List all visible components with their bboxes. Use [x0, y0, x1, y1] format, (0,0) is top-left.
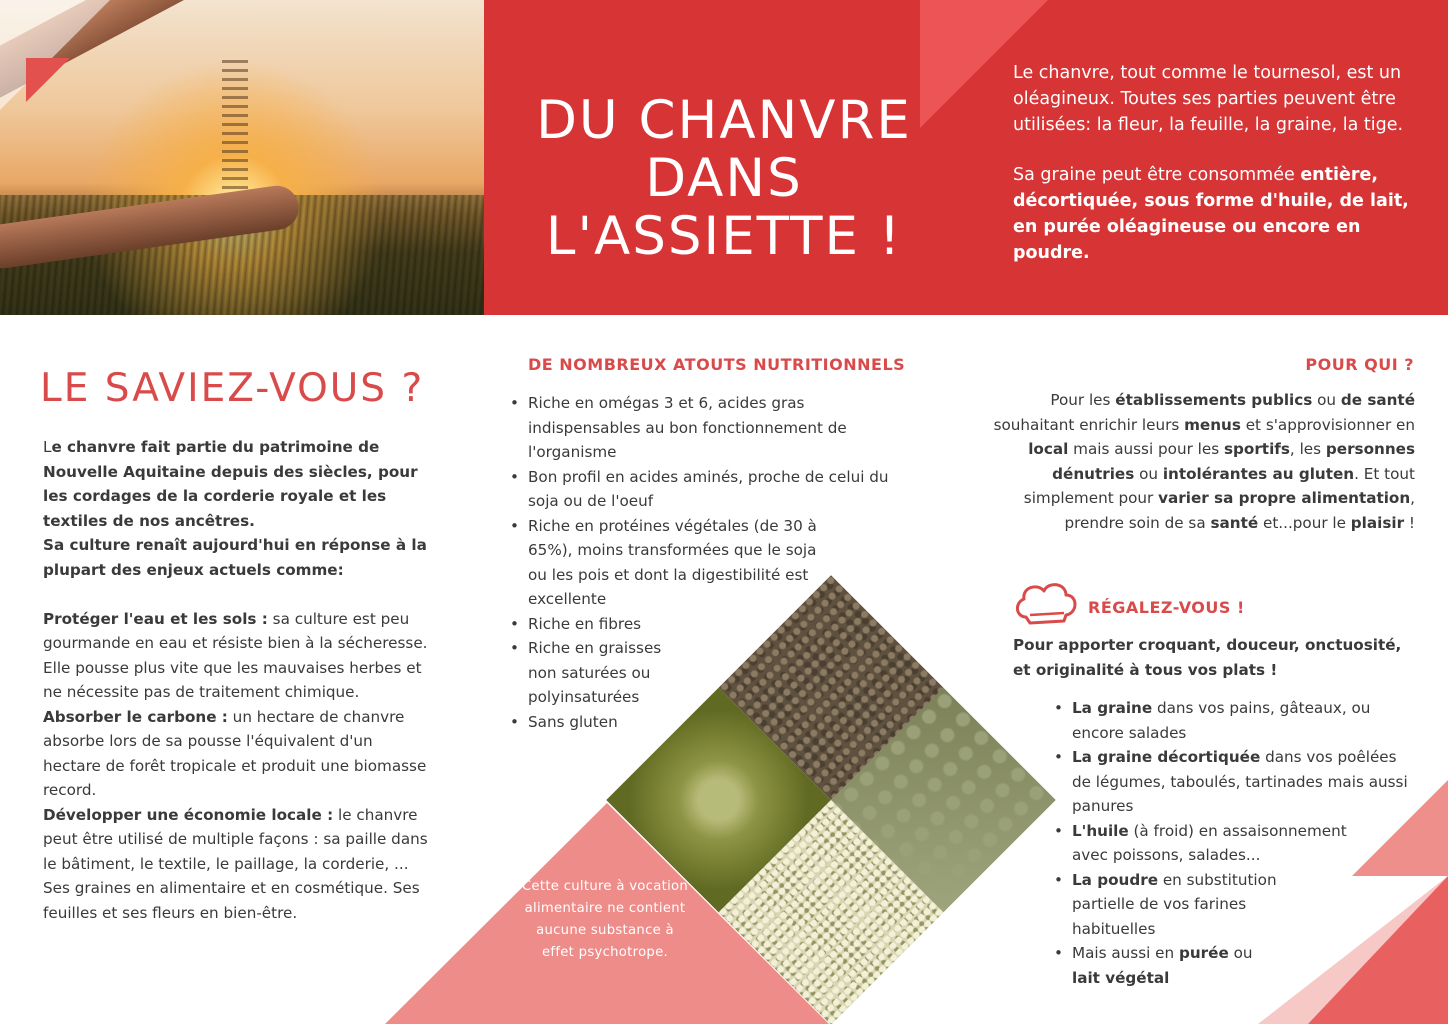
falling-seeds	[222, 60, 248, 190]
item-text: (à froid) en assaisonnement avec poissons, salades...	[1072, 821, 1347, 864]
saviez-spacer	[43, 582, 435, 607]
list-item: • Riche en omégas 3 et 6, acides gras indispensables au bon fonctionnement de l'organisme	[510, 391, 890, 465]
saviez-intro-bold2: Sa culture renaît aujourd'hui en réponse à la plupart des enjeux actuels comme:	[43, 536, 427, 579]
pourqui-text	[975, 388, 1415, 535]
saviez-body	[43, 435, 435, 925]
point-1-text: sa culture est peu gourmande en eau et résiste bien à la sécheresse. Elle pousse plus vite que les mauvaises herbes et ne nécessite pas de traitement chimique.	[43, 609, 428, 701]
point-3-text: le chanvre peut être utilisé de multiple façons : sa paille dans le bâtiment, le textile, le paillage, la corderie, ... Ses graines en alimentaire et en cosmétique. Ses feuilles et ses fleurs en bien-être.	[43, 805, 428, 922]
item-bold: La graine	[1072, 699, 1153, 717]
regalez-list	[1054, 696, 1414, 990]
item-text: ou	[1228, 944, 1253, 962]
pq-bold: sportifs	[1223, 440, 1290, 458]
item-bold: La poudre	[1072, 870, 1158, 889]
intro-paragraph-2	[1013, 162, 1413, 266]
item-text: Mais aussi en	[1072, 944, 1179, 962]
intro-paragraph-1: Le chanvre, tout comme le tournesol, est un oléagineux. Toutes ses parties peuvent être utilisées: la fleur, la feuille, la graine, la tige.	[1013, 63, 1404, 135]
chef-hat-icon	[1012, 577, 1080, 627]
saviez-intro-bold: e chanvre fait partie du patrimoine de Nouvelle Aquitaine depuis des siècles, pour les cordages de la corderie royale et les textiles de nos ancêtres.	[43, 438, 418, 530]
title-line-3: L'ASSIETTE !	[545, 206, 903, 267]
pq-text: , prendre soin de sa	[1064, 489, 1415, 532]
point-2-text: un hectare de chanvre absorbe lors de sa pousse l'équivalent d'un hectare de forêt tropicale et produit une biomasse record.	[43, 707, 427, 799]
item-text: dans vos poêlées de légumes, taboulés, tartinades mais aussi panures	[1072, 748, 1408, 815]
pq-bold: intolérantes au gluten	[1162, 464, 1355, 483]
item-bold: La graine décortiquée	[1072, 748, 1261, 766]
list-item	[1054, 745, 1414, 819]
pq-text: souhaitant enrichir leurs	[993, 415, 1185, 434]
page-title	[484, 92, 964, 266]
regalez-intro: Pour apporter croquant, douceur, onctuosité, et originalité à tous vos plats !	[1013, 636, 1402, 679]
list-item: • Riche en protéines végétales (de 30 à 65%), moins transformées que le soja ou les pois et dont la digestibilité est excellente	[510, 514, 830, 612]
list-item	[1054, 868, 1304, 942]
pq-text: mais aussi pour les	[1068, 440, 1224, 458]
pourqui-title: POUR QUI ?	[1305, 355, 1414, 374]
pq-bold: établissements publics	[1115, 391, 1313, 409]
list-item: • Sans gluten	[510, 710, 890, 735]
psychotrope-note: Cette culture à vocation alimentaire ne contient aucune substance à effet psychotrope.	[521, 879, 689, 960]
header-intro	[1013, 60, 1413, 266]
pq-bold: plaisir	[1350, 513, 1405, 532]
item-bold: L'huile	[1072, 821, 1129, 840]
saviez-point-2	[43, 705, 435, 803]
pq-text: , les	[1289, 440, 1326, 458]
pq-bold: de santé	[1340, 391, 1415, 409]
list-item: • Riche en graisses non saturées ou polyinsaturées	[510, 636, 690, 710]
pq-text: ou	[1312, 391, 1341, 409]
point-2-label: Absorber le carbone :	[43, 707, 228, 726]
pq-text: . Et tout simplement pour	[1023, 464, 1415, 507]
pq-bold: santé	[1210, 513, 1259, 532]
hemp-field-photo	[0, 0, 484, 315]
atouts-list	[510, 391, 890, 734]
pq-text: et...pour le	[1258, 513, 1351, 532]
saviez-point-3	[43, 803, 435, 926]
saviez-title: LE SAVIEZ-VOUS ?	[40, 366, 425, 411]
list-item	[1054, 696, 1414, 745]
pq-text: Pour les	[1050, 391, 1116, 409]
pq-bold: personnes dénutries	[1052, 440, 1415, 483]
pq-bold: varier sa propre alimentation	[1158, 489, 1411, 507]
point-3-label: Développer une économie locale :	[43, 805, 334, 824]
intro-p2-bold: entière, décortiquée, sous forme d'huile, de lait, en purée oléagineuse ou encore en poudre.	[1013, 165, 1409, 263]
list-item: • Riche en fibres	[510, 612, 890, 637]
saviez-point-1	[43, 607, 435, 705]
pq-text: ou	[1134, 464, 1163, 483]
pq-bold: local	[1028, 440, 1069, 458]
item-text: dans vos pains, gâteaux, ou encore salades	[1072, 699, 1371, 742]
item-bold: purée	[1178, 944, 1229, 962]
atouts-title: DE NOMBREUX ATOUTS NUTRITIONNELS	[528, 355, 906, 374]
point-1-label: Protéger l'eau et les sols :	[43, 609, 268, 628]
list-item	[1054, 941, 1264, 990]
title-line-2: DANS	[645, 148, 803, 209]
title-line-1: DU CHANVRE	[536, 90, 912, 151]
pq-text: !	[1404, 513, 1415, 532]
intro-p2-text: Sa graine peut être consommée	[1013, 165, 1301, 185]
item-text: en substitution partielle de vos farines habituelles	[1072, 870, 1277, 938]
list-item: • Bon profil en acides aminés, proche de celui du soja ou de l'oeuf	[510, 465, 890, 514]
decor-triangle-red	[26, 58, 70, 102]
item-bold: lait végétal	[1072, 968, 1170, 987]
intro-initial: L	[43, 438, 52, 456]
list-item	[1054, 819, 1374, 868]
pq-text: et s'approvisionner en	[1240, 415, 1415, 434]
regalez-title: RÉGALEZ-VOUS !	[1088, 598, 1245, 617]
saviez-intro	[43, 435, 435, 582]
pq-bold: menus	[1184, 415, 1241, 434]
